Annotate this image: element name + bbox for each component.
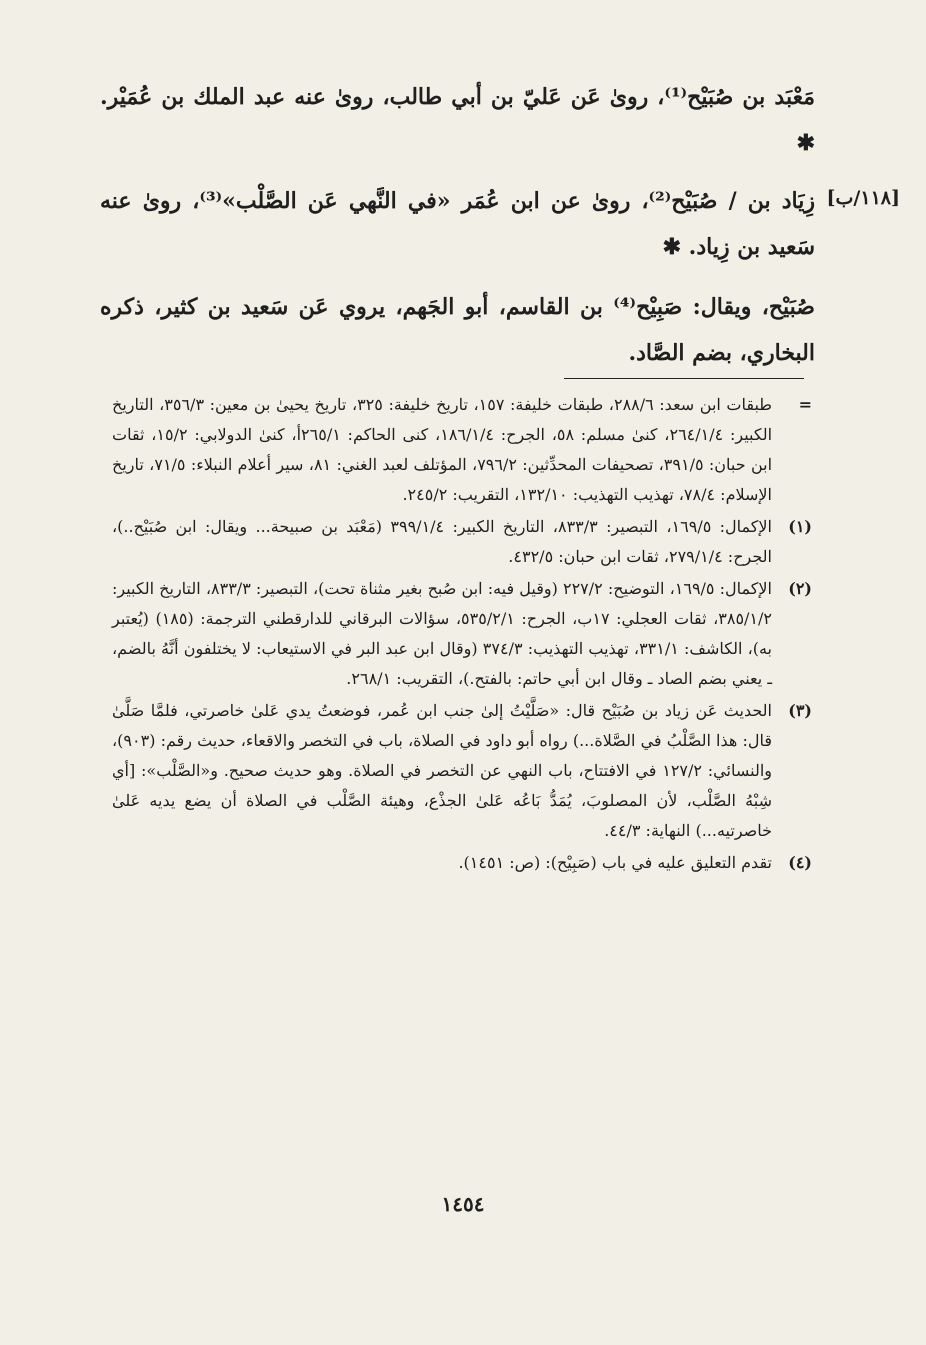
footnote-text: الإكمال: ١٦٩/٥، التبصير: ٨٣٣/٣، التاريخ الكبير: ٣٩٩/١/٤ (مَعْبَد بن صبيحة... ويقال: ابن صُبَيْح..)، الجرح: ٢٧٩/١/٤، ثقات ابن حبان: ٤٣٢/٥. xyxy=(112,517,772,566)
footnote-marker: (٤) xyxy=(788,853,812,872)
footnote-marker: (٣) xyxy=(788,701,812,720)
footnote-2 xyxy=(112,574,812,694)
entry-text: صُبَيْح، ويقال: صَبِيْح⁽⁴⁾ بن القاسم، أبو الجَهم، يروي عَن سَعيد بن كثير، ذكره البخاري، بضم الصَّاد. xyxy=(100,294,815,366)
footnote-text: طبقات ابن سعد: ٢٨٨/٦، طبقات خليفة: ١٥٧، تاريخ خليفة: ٣٢٥، تاريخ يحيىٰ بن معين: ٣٥٦/٣، التاريخ الكبير: ٢٦٤/١/٤، كنىٰ مسلم: ٥٨، الجرح: ١٨٦/١/٤، كنى الحاكم: ٢٦٥/١أ، كنىٰ الدولابي: ١٥/٢، ثقات ابن حبان: ٣٩١/٥، تصحيفات المحدِّثين: ٧٩٦/٢، المؤتلف لعبد الغني: ٨١، سير أعلام النبلاء: ٧١/٥، تاريخ الإسلام: ٧٨/٤، تهذيب التهذيب: ١٣٢/١٠، التقريب: ٢٤٥/٢. xyxy=(112,395,773,504)
footnote-continuation xyxy=(112,390,812,510)
footnote-3 xyxy=(112,696,812,846)
footnotes xyxy=(112,390,812,880)
manuscript-folio-ref: [١١٨/ب] xyxy=(826,187,900,209)
page-number: ١٤٥٤ xyxy=(441,1192,485,1216)
entry-subayh-ibn-al-qasim xyxy=(100,284,815,376)
entry-ziyad-ibn-subayh xyxy=(100,178,815,270)
footnote-marker: (٢) xyxy=(788,579,812,598)
footnote-marker: = xyxy=(798,395,812,414)
footnote-text: الحديث عَن زياد بن صُبَيْح قال: «صَلَّيْتُ إلىٰ جنب ابن عُمر، فوضعتُ يدي عَلىٰ خاصرتي، فلمَّا صَلَّىٰ قال: هذا الصَّلْبُ في الصَّلاة...) رواه أبو داود في الصلاة، باب في التخصر والاقعاء، حديث رقم: (٩٠٣)، والنسائي: ١٢٧/٢ في الافتتاح، باب النهي عن التخصر في الصلاة. وهو حديث صحيح. و«الصَّلْب»: [أي شِبْهُ الصَّلْب، لأن المصلوبَ، يُمَدُّ بَاعُه عَلىٰ الجذْع، وهيئة الصَّلْب في الصلاة أن يضع يديه عَلىٰ خاصرتيه...) النهاية: ٤٤/٣. xyxy=(112,701,772,840)
footnote-marker: (١) xyxy=(788,517,812,536)
entry-text: زِيَاد بن / صُبَيْح⁽²⁾، روىٰ عن ابن عُمَر «في النَّهي عَن الصَّلْب»⁽³⁾، روىٰ عنه سَعيد بن زِياد. ✱ xyxy=(100,188,816,260)
entry-mabad-ibn-subayh xyxy=(100,74,815,166)
footnote-text: تقدم التعليق عليه في باب (صَبِيْح): (ص: ١٤٥١). xyxy=(458,853,772,872)
footnote-text: الإكمال: ١٦٩/٥، التوضيح: ٢٢٧/٢ (وقيل فيه: ابن صُبح بغير مثناة تحت)، التبصير: ٨٣٣/٣، التاريخ الكبير: ٣٨٥/١/٢، ثقات العجلي: ١٧ب، الجرح: ٥٣٥/٢/١، سؤالات البرقاني للدارقطني الترجمة: (١٨٥) (يُعتبر به)، الكاشف: ٣٣١/١، تهذيب التهذيب: ٣٧٤/٣ (وقال ابن عبد البر في الاستيعاب: لا يختلفون أنَّهُ بالضم، ـ يعني بضم الصاد ـ وقال ابن أبي حاتم: بالفتح.)، التقريب: ٢٦٨/١. xyxy=(112,579,773,688)
footnote-separator xyxy=(564,378,804,379)
footnote-4 xyxy=(112,848,812,878)
entry-text: مَعْبَد بن صُبَيْح⁽¹⁾، روىٰ عَن عَليّ بن أبي طالب، روىٰ عنه عبد الملك بن عُمَيْر. ✱ xyxy=(100,84,815,156)
footnote-1 xyxy=(112,512,812,572)
